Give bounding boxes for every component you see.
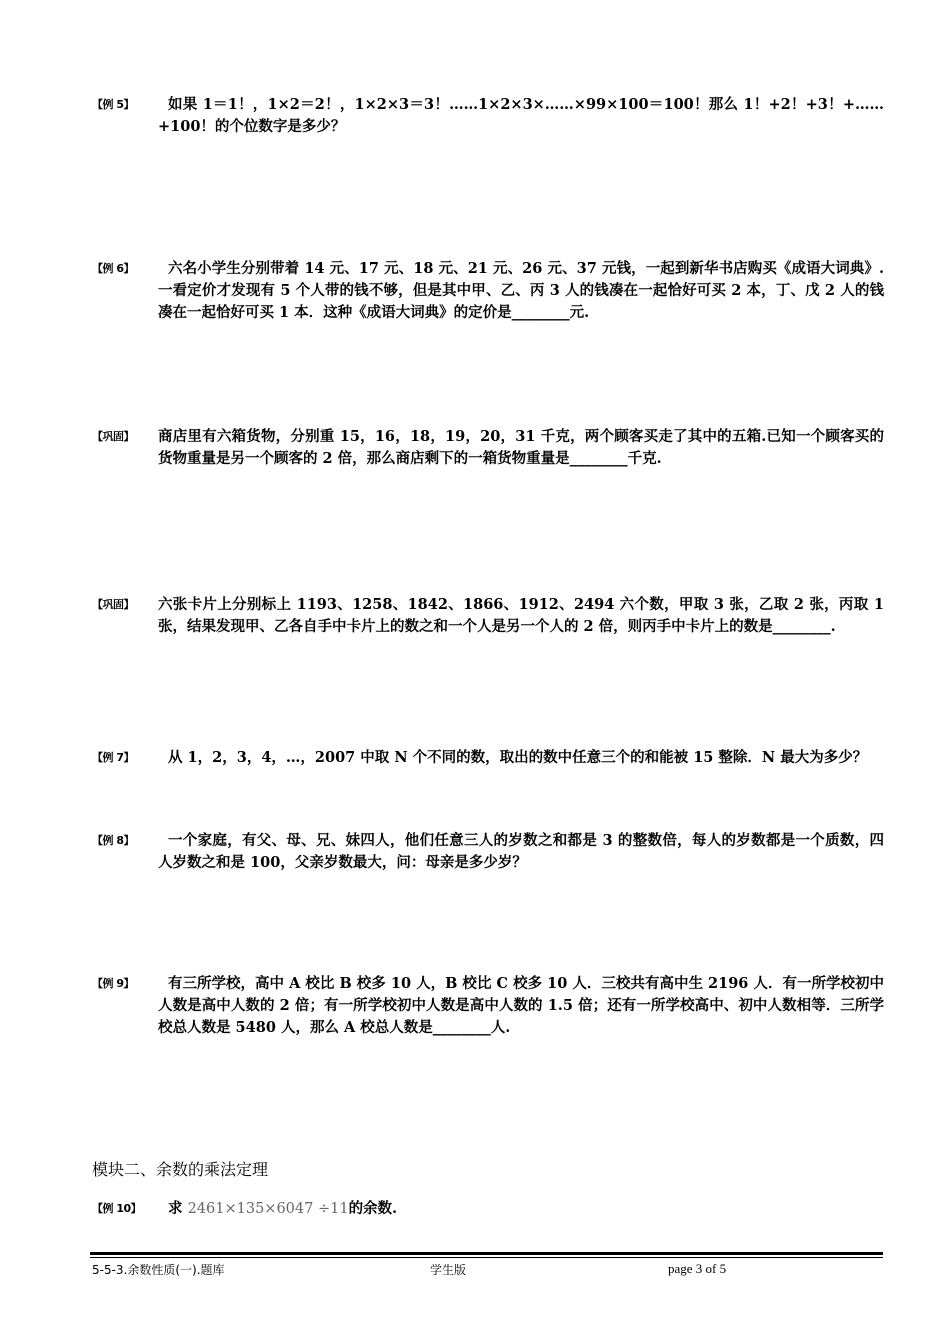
problem-text: 如果 1＝1！，1×2＝2！，1×2×3＝3！……1×2×3×……×99×100＝100！那么 1！+2！+3！+……+100！的个位数字是多少？ <box>158 96 884 135</box>
problem-text: 一个家庭，有父、母、兄、妹四人，他们任意三人的岁数之和都是 3 的整数倍，每人的岁数都是一个质数，四人岁数之和是 100，父亲岁数最大，问：母亲是多少岁？ <box>158 832 884 871</box>
problem-text <box>158 1198 884 1220</box>
problem-tag: 【例 9】 <box>92 977 134 990</box>
footer-document-title: 5-5-3.余数性质(一).题库 <box>92 1263 225 1277</box>
footer-rule-thin <box>90 1257 883 1258</box>
problem-tag: 【例 7】 <box>92 751 134 764</box>
problem-text: 从 1，2，3，4，…，2007 中取 N 个不同的数，取出的数中任意三个的和能被 15 整除．N 最大为多少？ <box>168 749 868 766</box>
problem-text: 商店里有六箱货物，分别重 15，16，18，19，20，31 千克，两个顾客买走了其中的五箱.已知一个顾客买的货物重量是另一个顾客的 2 倍，那么商店剩下的一箱货物重量是________千克. <box>158 428 884 467</box>
footer-edition: 学生版 <box>430 1263 467 1277</box>
problem-text: 有三所学校，高中 A 校比 B 校多 10 人，B 校比 C 校多 10 人．三校共有高中生 2196 人．有一所学校初中人数是高中人数的 2 倍；有一所学校初中人数是高中人数的 1.5 倍；还有一所学校高中、初中人数相等．三所学校总人数是 5480 人，那么 A 校总人数是________人. <box>158 975 884 1036</box>
problem-prefix: 求 <box>168 1200 183 1217</box>
problem-text: 六张卡片上分别标上 1193、1258、1842、1866、1912、2494 六个数，甲取 3 张，乙取 2 张，丙取 1 张，结果发现甲、乙各自手中卡片上的数之和一个人是另一个人的 2 倍，则丙手中卡片上的数是________. <box>158 596 884 635</box>
problem-tag: 【例 10】 <box>92 1202 142 1215</box>
problem-suffix: 的余数. <box>348 1200 398 1217</box>
problem-text: 六名小学生分别带着 14 元、17 元、18 元、21 元、26 元、37 元钱，一起到新华书店购买《成语大词典》.一看定价才发现有 5 个人带的钱不够，但是其中甲、乙、丙 3 人的钱凑在一起恰好可买 2 本，丁、戊 2 人的钱凑在一起恰好可买 1 本．这种《成语大词典》的定价是________元. <box>158 260 884 321</box>
problem-tag: 【例 8】 <box>92 834 134 847</box>
problem-tag: 【巩固】 <box>92 430 134 443</box>
footer-rule-thick <box>90 1252 883 1255</box>
problem-tag: 【巩固】 <box>92 598 134 611</box>
problem-tag: 【例 5】 <box>92 98 134 111</box>
problem-expression: 2461×135×6047 ÷11 <box>187 1201 349 1217</box>
footer-page-number: page 3 of 5 <box>668 1261 727 1276</box>
problem-tag: 【例 6】 <box>92 262 134 275</box>
section-title: 模块二、余数的乘法定理 <box>92 1160 269 1179</box>
